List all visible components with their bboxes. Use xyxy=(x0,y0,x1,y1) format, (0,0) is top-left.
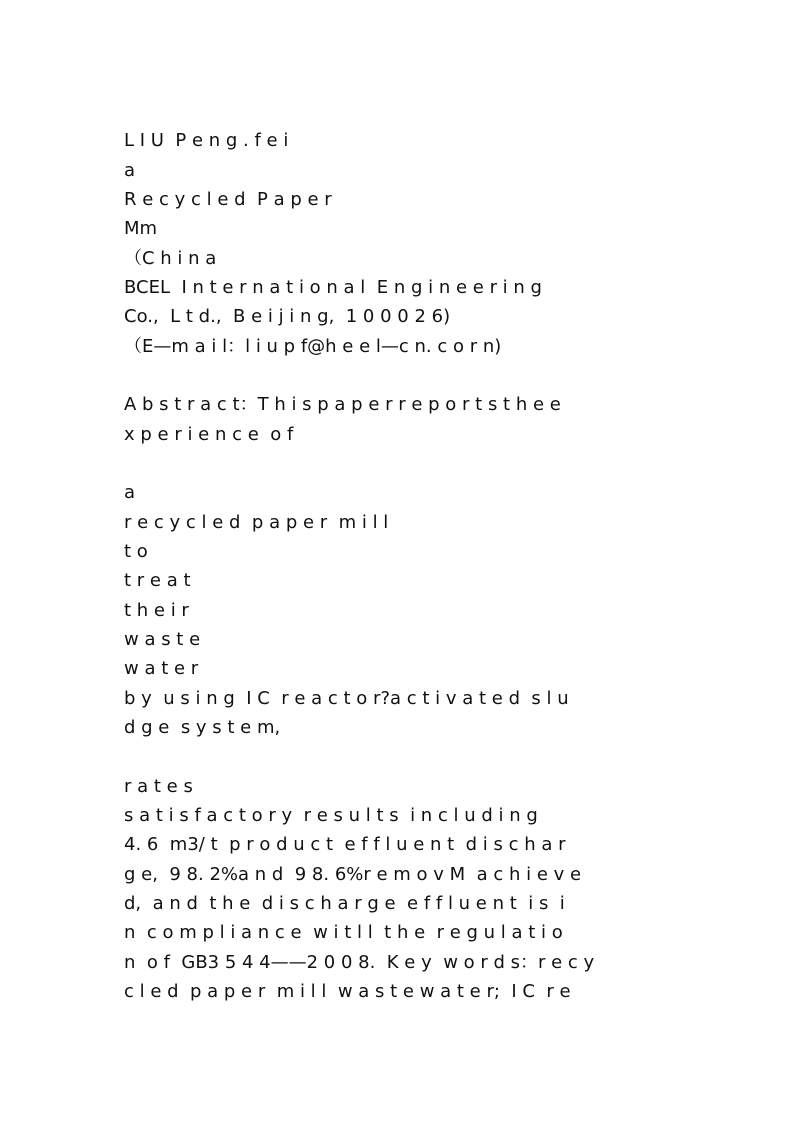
abstract-line: w a t e r xyxy=(124,658,199,679)
affiliation-line: BCEL I n t e r n a t i o n a l E n g i n e e r i n g xyxy=(124,277,542,298)
abstract-line: d, a n d t h e d i s c h a r g e e f f l u e n t i s i xyxy=(124,893,565,914)
author-line: L I U P e n g . f e i xyxy=(124,130,289,151)
affiliation-line: Co., L t d., B e i j i n g, 1 0 0 0 2 6) xyxy=(124,306,451,327)
abstract-line: A b s t r a c t：T h i s p a p e r r e p o r t s t h e e xyxy=(124,394,561,415)
abstract-line: 4. 6 m3/ t p r o d u c t e f f l u e n t d i s c h a r xyxy=(124,834,566,855)
abstract-line: x p e r i e n c e o f xyxy=(124,424,294,445)
abstract-line: t r e a t xyxy=(124,570,191,591)
author-line: a xyxy=(124,160,136,181)
author-line: R e c y c l e d P a p e r xyxy=(124,189,332,210)
author-line: Mm xyxy=(124,218,158,239)
abstract-line: a xyxy=(124,482,136,503)
abstract-line: s a t i s f a c t o r y r e s u l t s i n c l u d i n g xyxy=(124,805,538,826)
abstract-line: b y u s i n g I C r e a c t o r?a c t i v a t e d s l u xyxy=(124,688,569,709)
author-line: （C h i n a xyxy=(124,248,217,269)
abstract-line: w a s t e xyxy=(124,629,201,650)
abstract-line: c l e d p a p e r m i l l w a s t e w a t e r; I C r e xyxy=(124,981,571,1002)
abstract-line: n c o m p l i a n c e w i t l l t h e r e g u l a t i o xyxy=(124,922,563,943)
abstract-line: t o xyxy=(124,541,148,562)
abstract-line: g e, 9 8. 2%a n d 9 8. 6%r e m o v M a c h i e v e xyxy=(124,864,582,885)
abstract-line: n o f GB3 5 4 4——2 0 0 8. K e y w o r d s：r e c y xyxy=(124,952,595,973)
abstract-line: r a t e s xyxy=(124,776,193,797)
abstract-line: t h e i r xyxy=(124,600,189,621)
abstract-line: d g e s y s t e m, xyxy=(124,717,281,738)
abstract-line: r e c y c l e d p a p e r m i l l xyxy=(124,512,389,533)
email-line: （E—m a i l：l i u p f@h e e l—c n. c o r n) xyxy=(124,336,502,357)
